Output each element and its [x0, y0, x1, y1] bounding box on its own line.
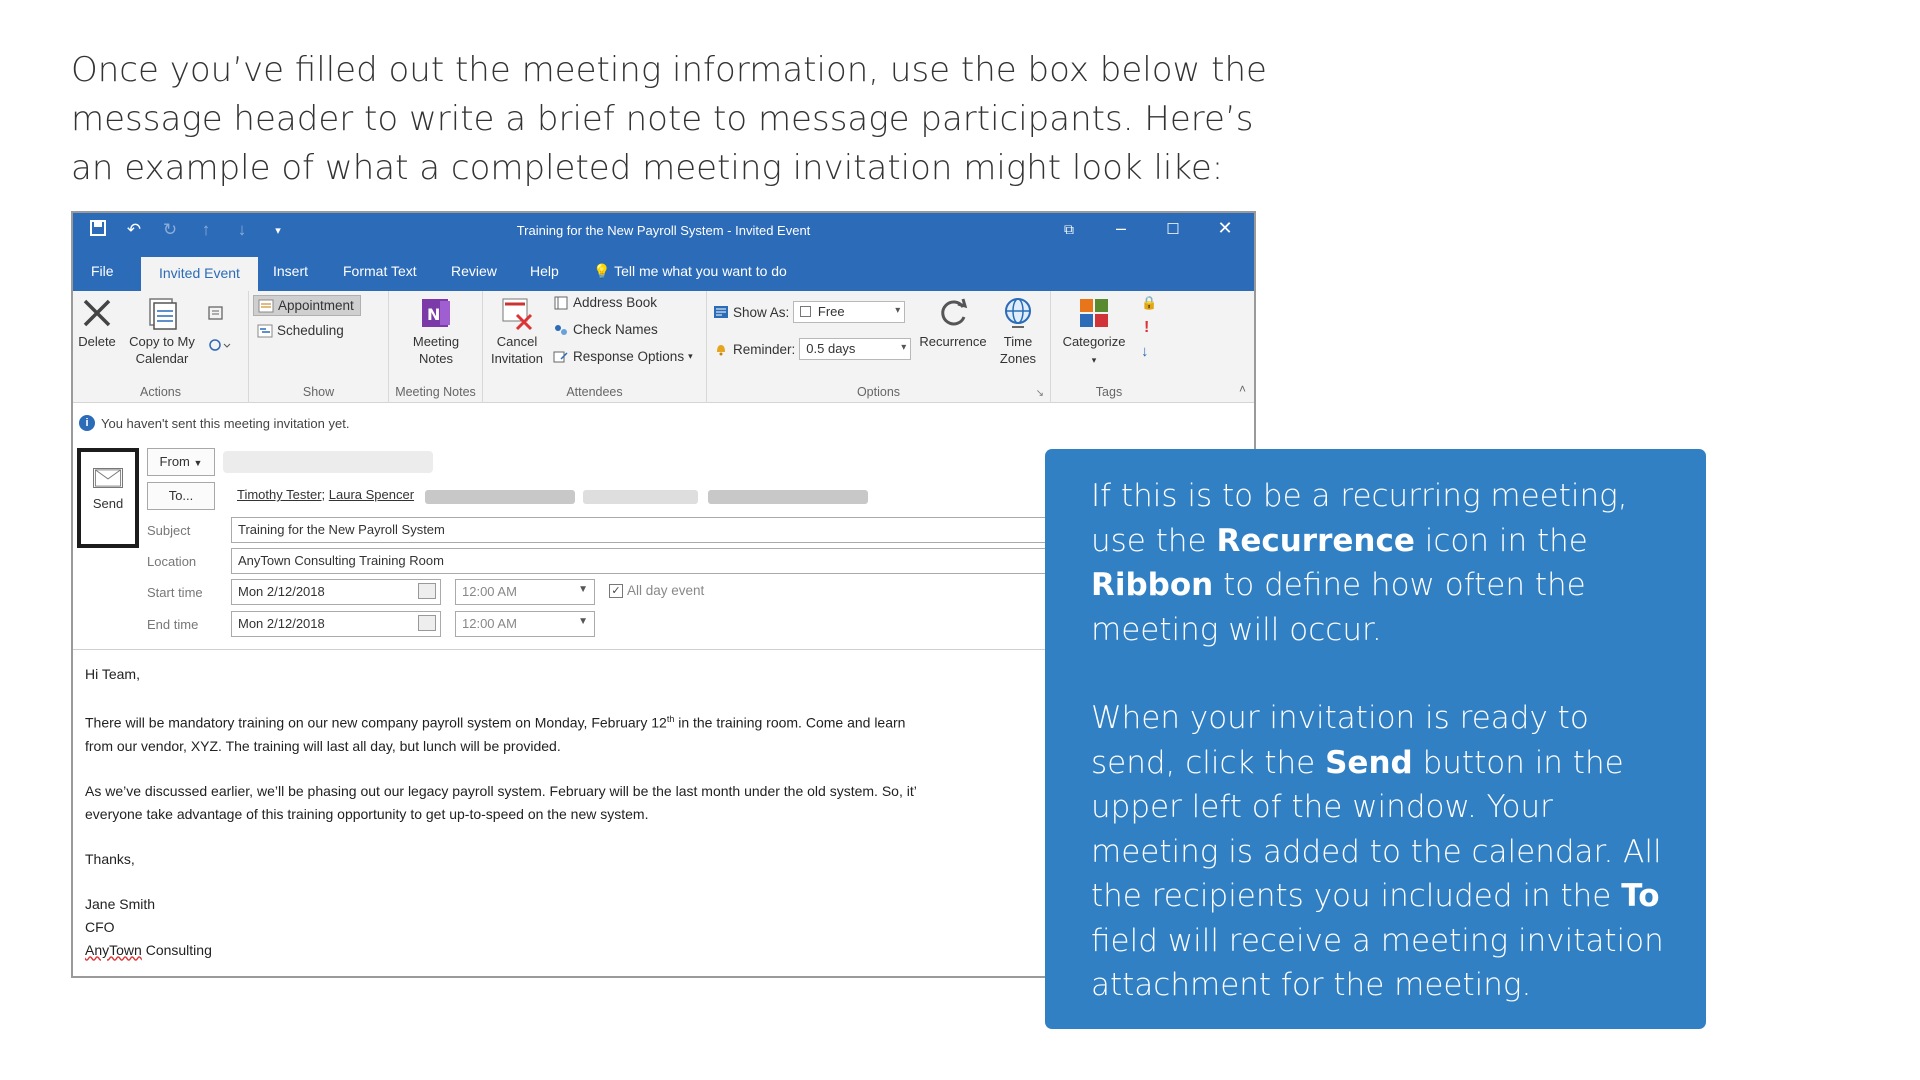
- signature: [85, 893, 1085, 962]
- more-actions-icon[interactable]: [207, 337, 231, 353]
- show-as-control: [713, 301, 905, 323]
- from-button[interactable]: [147, 448, 215, 476]
- check-names-label: Check Names: [573, 322, 658, 337]
- tab-file[interactable]: File: [91, 263, 114, 279]
- end-time-label: End time: [147, 617, 199, 632]
- show-as-icon: [713, 305, 729, 319]
- callout-p2-d: field will receive a meeting invitation attachment for the meeting.: [1091, 922, 1664, 1003]
- ribbon: [73, 291, 1254, 403]
- meeting-notes-button[interactable]: [399, 295, 473, 367]
- group-label-meeting-notes: Meeting Notes: [395, 385, 476, 399]
- cancel-label-1: Cancel: [496, 334, 538, 349]
- cancel-invitation-icon: [499, 295, 535, 331]
- body-p2-a: As we’ve discussed earlier, we’ll be phasing out our legacy payroll system. February will be the last month under the old system. So, it’: [85, 782, 917, 799]
- message-body[interactable]: [85, 663, 1085, 962]
- ribbon-display-icon[interactable]: ⧉: [1064, 221, 1074, 237]
- body-greeting: Hi Team,: [85, 666, 140, 682]
- checkbox-checked-icon: ✓: [609, 584, 623, 598]
- from-label: From: [159, 454, 190, 469]
- maximize-button[interactable]: ☐: [1166, 221, 1180, 238]
- meeting-notes-label-2: Notes: [419, 351, 453, 366]
- customize-qat-icon[interactable]: ▾: [275, 225, 281, 237]
- categorize-icon: [1076, 295, 1112, 331]
- check-names-button[interactable]: [553, 322, 658, 337]
- title-bar: [73, 213, 1254, 251]
- address-book-button[interactable]: [553, 295, 657, 310]
- chevron-down-icon: ▾: [688, 351, 693, 361]
- reminder-control: [713, 338, 911, 360]
- scheduling-button[interactable]: [257, 323, 344, 338]
- response-options-icon: [553, 350, 569, 364]
- calendar-icon[interactable]: [418, 583, 436, 599]
- collapse-ribbon-icon[interactable]: ˄: [1238, 382, 1246, 396]
- callout-p1-c: icon in the: [1414, 522, 1588, 559]
- copy-label-1: Copy to My: [129, 334, 195, 349]
- chevron-down-icon: ▾: [1091, 355, 1097, 365]
- start-time-label: Start time: [147, 585, 203, 600]
- high-importance-icon[interactable]: !: [1144, 319, 1150, 336]
- callout-p2-a: When your invitation is ready to send, click the: [1091, 700, 1589, 781]
- appointment-icon: [258, 299, 274, 313]
- callout-p1-a: If this is to be a recurring meeting, use the: [1091, 478, 1628, 559]
- cancel-label-2: Invitation: [490, 351, 544, 366]
- body-p1-sup: th: [666, 714, 675, 724]
- categorize-button[interactable]: [1055, 295, 1133, 369]
- time-zones-label-1: Time: [1003, 334, 1033, 349]
- group-meeting-notes: [389, 291, 483, 403]
- end-date-field[interactable]: [231, 611, 441, 637]
- address-book-label: Address Book: [573, 295, 658, 310]
- signature-title: CFO: [85, 918, 115, 935]
- close-button[interactable]: ✕: [1217, 218, 1233, 238]
- scheduling-icon: [257, 324, 273, 338]
- recipient-redacted-1: [425, 490, 575, 504]
- group-tags: [1051, 291, 1167, 403]
- chevron-down-icon: ▾: [901, 342, 907, 353]
- body-thanks: Thanks,: [85, 850, 135, 867]
- info-icon: i: [79, 415, 95, 431]
- tell-me-text: Tell me what you want to do: [614, 263, 787, 279]
- body-p2-b: everyone take advantage of this training opportunity to get up-to-speed on the new system.: [85, 805, 649, 822]
- signature-company-1: AnyTown: [85, 941, 142, 958]
- chevron-down-icon: ▾: [895, 305, 901, 316]
- group-options: [707, 291, 1051, 403]
- info-bar: [79, 415, 349, 431]
- start-time-select[interactable]: [455, 579, 595, 605]
- response-options-label: Response Options: [573, 349, 685, 364]
- reminder-label: Reminder:: [733, 341, 796, 357]
- callout-send: Send: [1325, 744, 1413, 781]
- to-label: To...: [168, 488, 194, 503]
- tab-format-text[interactable]: Format Text: [343, 263, 417, 279]
- send-label: Send: [92, 496, 124, 511]
- scheduling-label: Scheduling: [277, 323, 344, 338]
- show-as-label: Show As:: [733, 304, 790, 320]
- location-label: Location: [147, 554, 197, 569]
- signature-company-2: Consulting: [141, 941, 212, 958]
- chevron-down-icon: ▼: [578, 584, 588, 595]
- recipient-redacted-3: [708, 490, 868, 504]
- cancel-invitation-button[interactable]: [487, 295, 547, 367]
- to-field[interactable]: Timothy Tester; Laura Spencer: [231, 483, 1131, 509]
- show-as-value: Free: [817, 304, 845, 319]
- show-as-select[interactable]: [793, 301, 905, 323]
- calendar-copy-icon: [144, 295, 180, 331]
- forward-calendar-icon[interactable]: [207, 305, 225, 321]
- copy-label-2: Calendar: [135, 351, 189, 366]
- body-p1-c: from our vendor, XYZ. The training will last all day, but lunch will be provided.: [85, 737, 561, 754]
- svg-text:N: N: [427, 305, 441, 324]
- minimize-button[interactable]: –: [1115, 218, 1126, 238]
- ribbon-tabs: [73, 251, 1254, 291]
- group-label-actions: Actions: [140, 385, 181, 399]
- chevron-down-icon: ▼: [578, 616, 588, 627]
- tell-me-box[interactable]: [593, 263, 787, 280]
- callout-p1-d: to define how often the meeting will occur.: [1091, 567, 1586, 648]
- callout-p2-c: button in the upper left of the window. Your meeting is added to the calendar. All the recipients you included in the: [1091, 744, 1662, 914]
- callout-recurrence: Recurrence: [1216, 522, 1415, 559]
- all-day-checkbox[interactable]: [609, 583, 704, 598]
- up-arrow-icon[interactable]: ↑: [201, 220, 211, 239]
- instruction-callout: [1045, 449, 1706, 1029]
- time-zones-label-2: Zones: [999, 351, 1037, 366]
- end-time-value: 12:00 AM: [462, 616, 517, 631]
- start-time-value: 12:00 AM: [462, 584, 517, 599]
- address-book-icon: [553, 296, 569, 310]
- meeting-notes-label-1: Meeting: [412, 334, 460, 349]
- to-recipient-2: Laura Spencer: [328, 487, 415, 502]
- lightbulb-icon: 💡: [593, 263, 611, 279]
- group-attendees: [483, 291, 707, 403]
- recurrence-label: Recurrence: [919, 334, 987, 349]
- delete-label: Delete: [78, 334, 116, 349]
- location-field[interactable]: AnyTown Consulting Training Room: [231, 548, 1131, 574]
- copy-to-calendar-button[interactable]: [123, 295, 201, 367]
- group-label-options: Options: [856, 385, 901, 399]
- start-date-value: Mon 2/12/2018: [238, 584, 325, 599]
- callout-paragraph-1: [1091, 474, 1668, 652]
- subject-field[interactable]: Training for the New Payroll System: [231, 517, 1131, 543]
- end-date-value: Mon 2/12/2018: [238, 616, 325, 631]
- appointment-label: Appointment: [278, 298, 354, 313]
- onenote-icon: [418, 295, 454, 331]
- recurrence-icon: [935, 295, 971, 331]
- low-importance-icon[interactable]: ↓: [1141, 343, 1149, 360]
- body-paragraph-1: [85, 708, 1085, 758]
- categorize-label: Categorize: [1062, 334, 1126, 349]
- undo-icon[interactable]: ↶: [126, 220, 142, 239]
- recipient-redacted-2: [583, 490, 698, 504]
- down-arrow-icon[interactable]: ↓: [237, 220, 247, 239]
- window-controls: [1048, 218, 1246, 239]
- bell-icon: [713, 342, 729, 356]
- free-swatch-icon: [800, 306, 811, 317]
- group-label-tags: Tags: [1095, 385, 1123, 399]
- info-text: You haven't sent this meeting invitation yet.: [101, 415, 350, 431]
- body-paragraph-2: [85, 780, 1085, 826]
- group-actions: [73, 291, 249, 403]
- subject-label: Subject: [147, 523, 191, 538]
- send-button[interactable]: [77, 448, 139, 548]
- body-p1-a: There will be mandatory training on our new company payroll system on Monday, February 12: [85, 714, 667, 731]
- reminder-value: 0.5 days: [806, 341, 856, 356]
- signature-name: Jane Smith: [85, 895, 156, 912]
- group-label-show: Show: [302, 385, 335, 399]
- send-envelope-icon: [93, 468, 123, 488]
- all-day-label: All day event: [627, 583, 705, 598]
- globe-icon: [1000, 295, 1036, 331]
- tab-invited-event[interactable]: Invited Event: [141, 257, 258, 291]
- tab-help[interactable]: Help: [530, 263, 559, 279]
- response-options-button[interactable]: [553, 349, 693, 364]
- end-time-select[interactable]: [455, 611, 595, 637]
- intro-paragraph: Once you’ve filled out the meeting information, use the box below the message header to write a brief note to message participants. Here’s an example of what a completed meeting invitation might look like:: [71, 50, 1267, 188]
- window-title: Training for the New Payroll System - Invited Event: [516, 223, 811, 238]
- recurrence-button[interactable]: [915, 295, 991, 350]
- check-names-icon: [553, 323, 569, 337]
- delete-icon: [79, 295, 115, 331]
- start-date-field[interactable]: [231, 579, 441, 605]
- redo-icon[interactable]: ↻: [162, 220, 178, 239]
- delete-button[interactable]: [77, 295, 117, 350]
- calendar-icon[interactable]: [418, 615, 436, 631]
- callout-to: To: [1621, 878, 1660, 914]
- body-p1-b: in the training room. Come and learn: [674, 714, 906, 731]
- private-lock-icon[interactable]: 🔒: [1141, 295, 1158, 310]
- to-recipient-1: Timothy Tester: [237, 487, 322, 502]
- to-button[interactable]: [147, 482, 215, 510]
- callout-paragraph-2: [1091, 696, 1668, 1008]
- chevron-down-icon: ▼: [193, 458, 203, 468]
- tab-insert[interactable]: Insert: [273, 263, 309, 279]
- group-show: [249, 291, 389, 403]
- group-label-attendees: Attendees: [566, 385, 623, 399]
- tab-review[interactable]: Review: [451, 263, 497, 279]
- from-account-redacted: [223, 451, 433, 473]
- reminder-select[interactable]: [799, 338, 911, 360]
- time-zones-button[interactable]: [995, 295, 1041, 367]
- callout-ribbon: Ribbon: [1091, 567, 1214, 603]
- appointment-button[interactable]: [253, 295, 361, 316]
- dialog-launcher-icon[interactable]: ↘: [1035, 388, 1044, 399]
